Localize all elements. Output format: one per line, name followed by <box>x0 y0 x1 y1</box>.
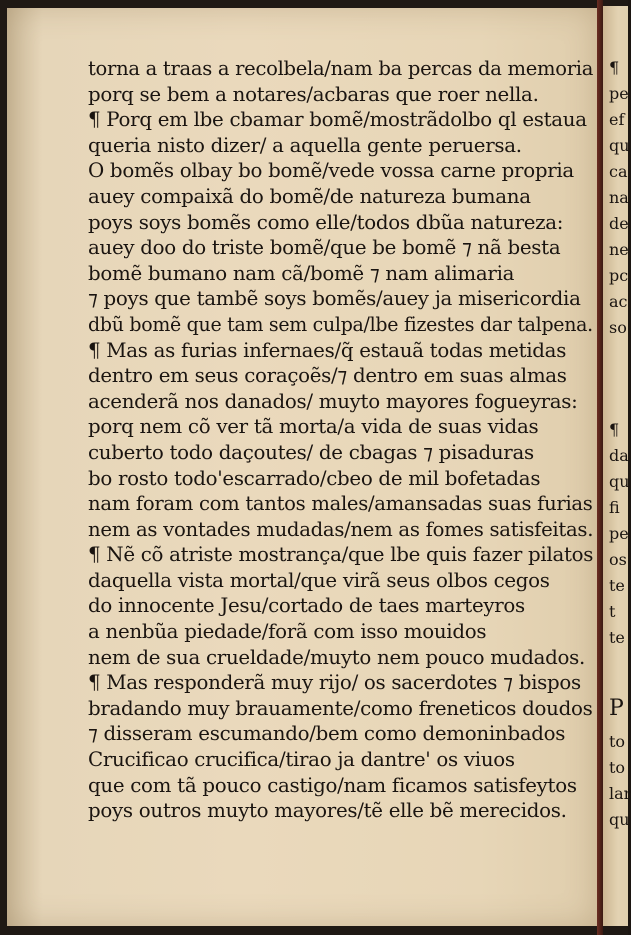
text-line: porq se bem a notares/acbaras que roer nella. <box>88 81 539 106</box>
text-line: Crucificao crucifica/tirao ja dantre' os viuos <box>88 747 515 772</box>
next-page-fragment: da <box>609 446 629 465</box>
next-page-fragment: so <box>609 318 627 337</box>
next-page-fragment: te <box>609 628 625 647</box>
next-page-fragment: ca <box>609 162 628 181</box>
text-line: nem de sua crueldade/muyto nem pouco mudados. <box>88 644 586 669</box>
next-page-fragment: to <box>609 732 626 751</box>
text-line: auey doo do triste bomẽ/que be bomẽ ⁊ nã besta <box>88 235 561 260</box>
next-page-fragment: de <box>609 214 629 233</box>
text-line: ¶ Mas responderã muy rijo/ os sacerdotes ⁊ bispos <box>88 670 581 695</box>
next-page-fragment: te <box>609 576 625 595</box>
next-page-fragment: pe <box>609 524 629 543</box>
text-line: O bomẽs olbay bo bomẽ/vede vossa carne propria <box>88 158 574 183</box>
text-line: ¶ Mas as furias infernaes/q̃ estauã todas metidas <box>88 337 567 362</box>
next-page-fragment: pc <box>609 266 629 285</box>
text-line: ⁊ poys que tambẽ soys bomẽs/auey ja misericordia <box>88 286 581 311</box>
text-line: a nenbũa piedade/forã com isso mouidos <box>88 619 487 644</box>
next-page-fragment: pe <box>609 84 629 103</box>
text-line: queria nisto dizer/ a aquella gente peruersa. <box>88 132 522 157</box>
next-page-fragment: lar <box>609 784 631 803</box>
text-line: cuberto todo daçoutes/ de cbagas ⁊ pisaduras <box>88 439 534 464</box>
next-page-fragment: t <box>609 602 616 621</box>
text-line: ¶ Porq em lbe cbamar bomẽ/mostrãdolbo ql estaua <box>88 107 587 132</box>
text-line: acenderã nos danados/ muyto mayores fogueyras: <box>88 388 578 413</box>
next-page-fragment: P <box>609 696 624 721</box>
text-line: bradando muy brauamente/como freneticos doudos <box>88 695 593 720</box>
next-page-fragment: ac <box>609 292 628 311</box>
next-page-fragment: ef <box>609 110 625 129</box>
text-line: nam foram com tantos males/amansadas suas furias <box>88 491 593 516</box>
next-page-fragment: ne <box>609 240 629 259</box>
next-page-fragment: ¶ <box>609 420 620 439</box>
text-line: bomẽ bumano nam cã/bomẽ ⁊ nam alimaria <box>88 260 515 285</box>
text-line: nem as vontades mudadas/nem as fomes satisfeitas. <box>88 516 594 541</box>
next-page-fragment: fi <box>609 498 620 517</box>
next-page-fragment: ¶ <box>609 58 620 77</box>
text-line: do innocente Jesu/cortado de taes marteyros <box>88 593 525 618</box>
text-line: ¶ Nẽ cõ atriste mostrança/que lbe quis fazer pilatos <box>88 542 594 567</box>
text-line: que com tã pouco castigo/nam ficamos satisfeytos <box>88 772 577 797</box>
next-page-fragment: qu <box>609 136 630 155</box>
next-page-fragment: na <box>609 188 629 207</box>
next-page-fragment: to <box>609 758 626 777</box>
text-block <box>88 56 598 824</box>
text-line: daquella vista mortal/que virã seus olbos cegos <box>88 567 550 592</box>
next-page-fragment: qu <box>609 810 630 829</box>
text-line: poys soys bomẽs como elle/todos dbũa natureza: <box>88 209 564 234</box>
text-line: ⁊ disseram escumando/bem como demoninbados <box>88 721 566 746</box>
text-line: torna a traas a recolbela/nam ba percas da memoria <box>88 56 594 80</box>
text-line: dentro em seus coraçoẽs/⁊ dentro em suas almas <box>88 363 567 388</box>
text-line: dbũ bomẽ que tam sem culpa/lbe fizestes dar talpena. <box>88 311 593 336</box>
text-line: bo rosto todo'escarrado/cbeo de mil bofetadas <box>88 465 541 490</box>
text-line: auey compaixã do bomẽ/de natureza bumana <box>88 183 531 208</box>
next-page-fragment: qu <box>609 472 630 491</box>
text-line: porq nem cõ ver tã morta/a vida de suas vidas <box>88 414 539 439</box>
next-page-fragment: os <box>609 550 627 569</box>
text-line: poys outros muyto mayores/tẽ elle bẽ merecidos. <box>88 798 567 823</box>
